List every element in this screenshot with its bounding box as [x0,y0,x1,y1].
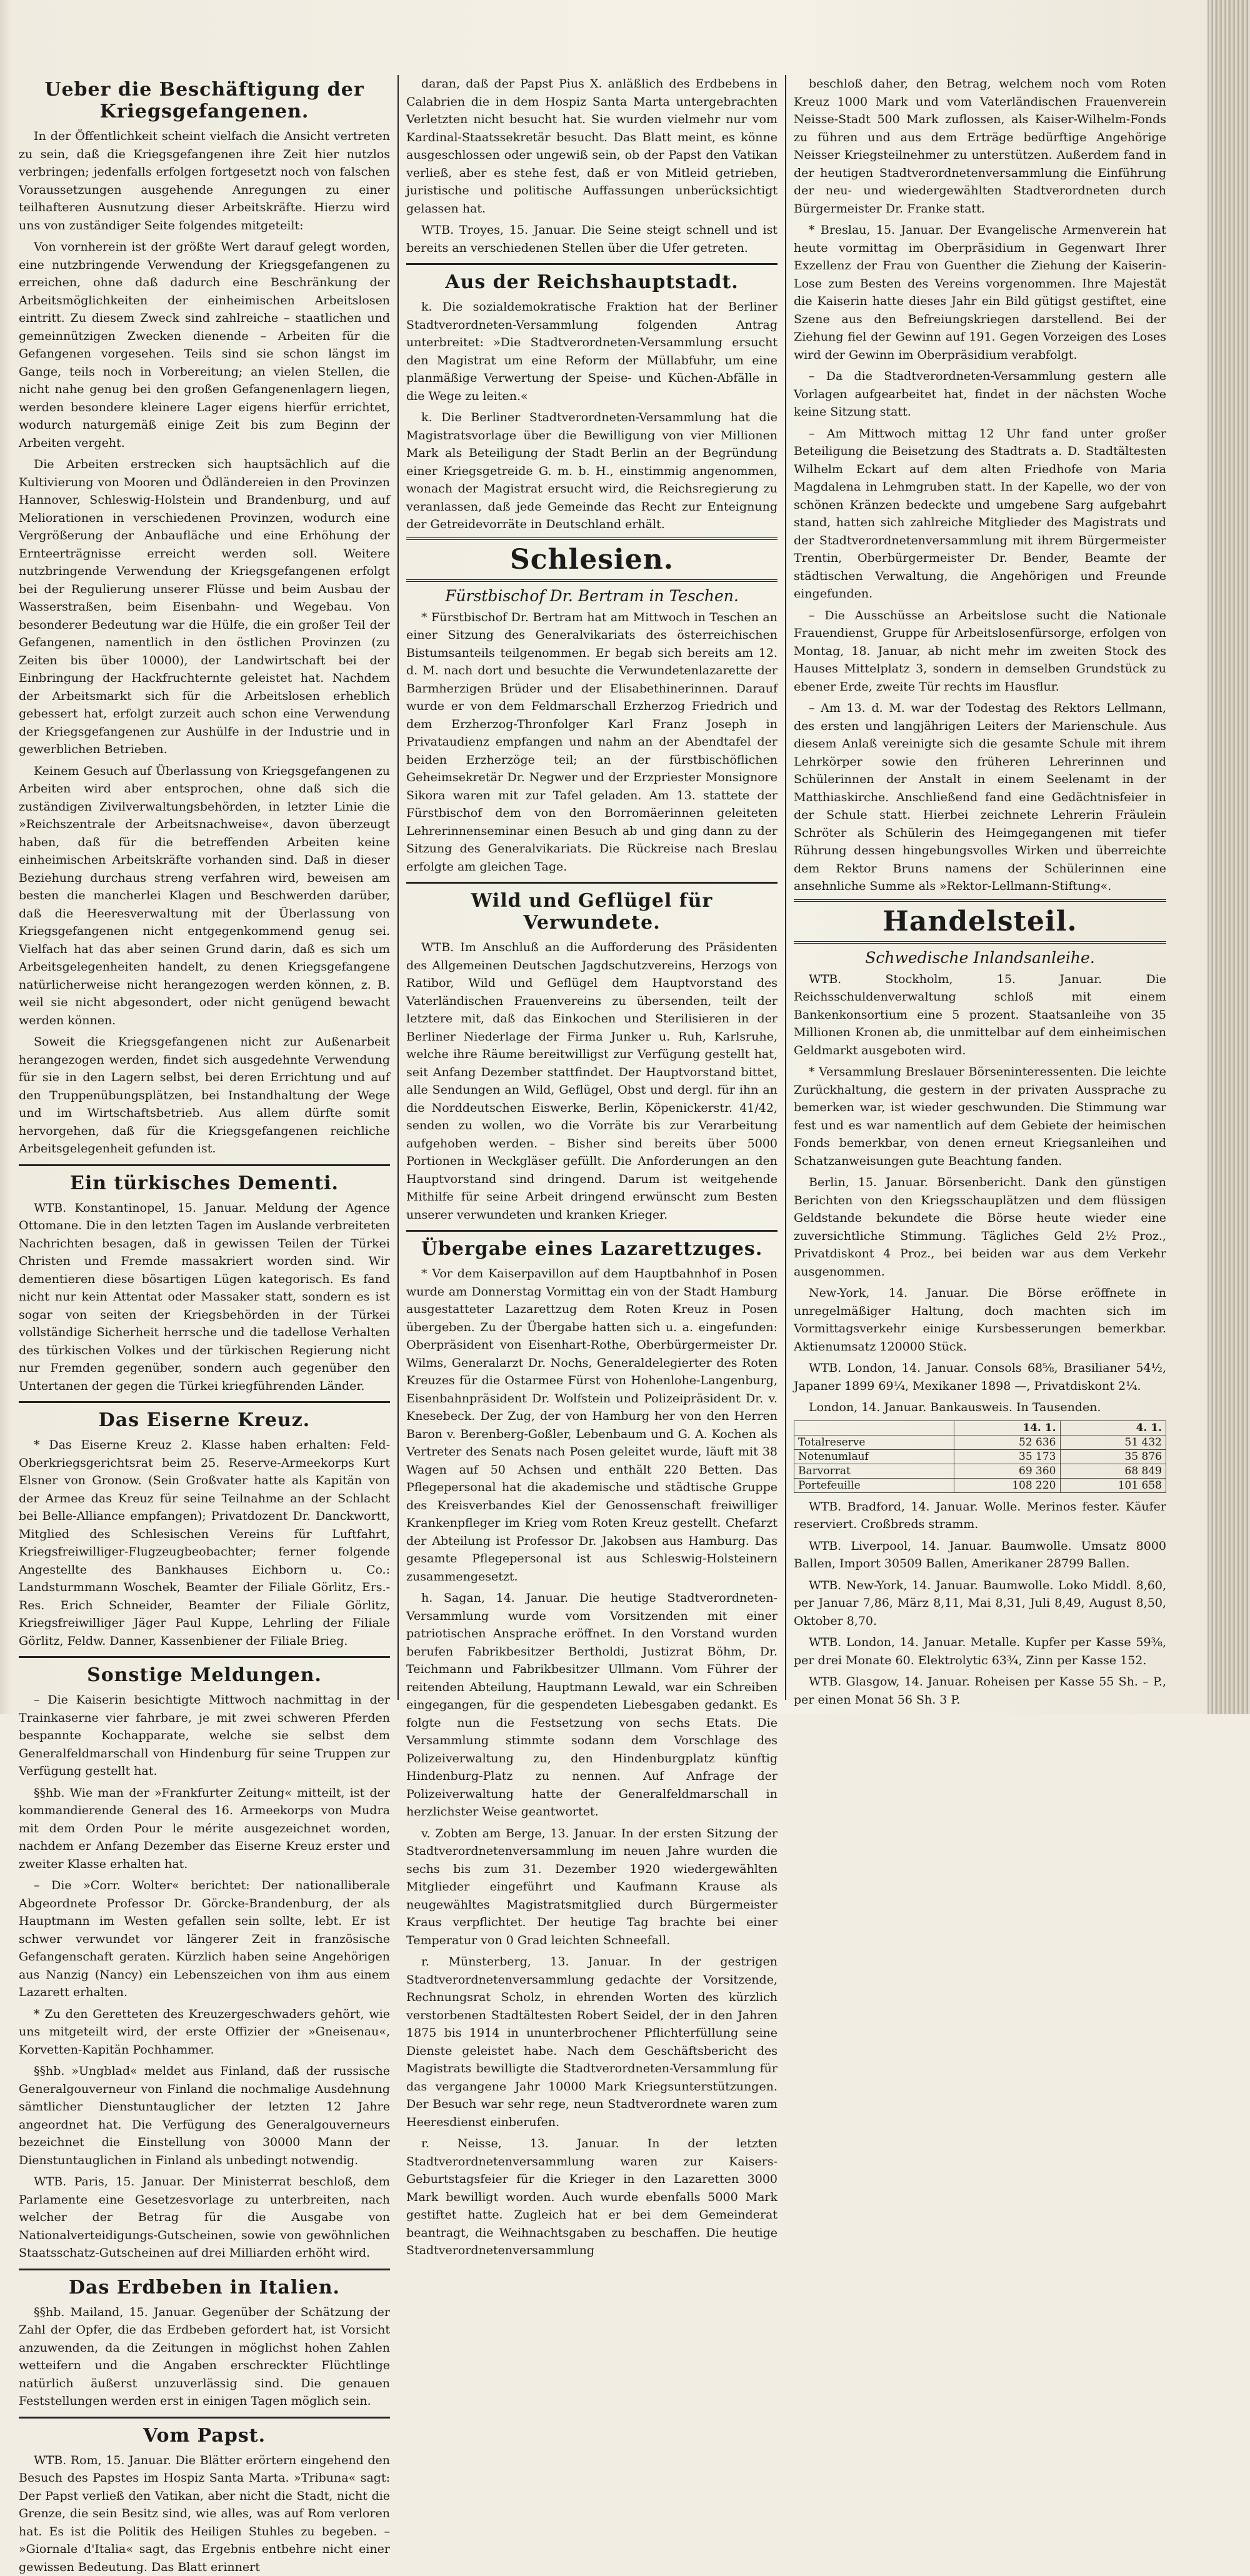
article-paragraph: WTB. Troyes, 15. Januar. Die Seine steigt schnell und ist bereits an verschiedenen Stellen über die Ufer getreten. [406,221,778,257]
table-header-cell [794,1420,954,1435]
article-paragraph: * Versammlung Breslauer Börseninteressenten. Die leichte Zurückhaltung, die gestern in der privaten Aussprache zu bemerken war, ist wieder geschwunden. Die Stimmung war fest und es war namentlich auf dem Gebiete der heimischen Fonds bemerkbar, von denen erneut Kriegsanleihen und Schatzanweisungen gute Beachtung fanden. [794,1063,1166,1170]
article-paragraph: – Die Kaiserin besichtigte Mittwoch nachmittag in der Trainkaserne vier fahrbare, je mit zwei schweren Pferden bespannte Kochapparate, welche sie selbst dem Generalfeldmarschall von Hindenburg für seine Truppen zur Verfügung gestellt hat. [19,1691,390,1780]
article-paragraph: Berlin, 15. Januar. Börsenbericht. Dank den günstigen Berichten von den Kriegsschauplätzen und dem flüssigen Geldstande bekundete die Börse heute wieder eine zuversichtliche Stimmung. Tägliches Geld 2½ Proz., Privatdiskont 4 Proz., bei beiden war aus dem Verkehr ausgenommen. [794,1174,1166,1281]
newspaper-columns [11,75,1199,1700]
table-cell: 52 636 [954,1435,1060,1449]
market-report-paragraph: WTB. Glasgow, 14. Januar. Roheisen per Kasse 55 Sh. – P., per einen Monat 56 Sh. 3 P. [794,1673,1166,1709]
table-header-cell: 4. 1. [1060,1420,1166,1435]
article-headline: Wild und Geflügel für Verwundete. [406,890,778,934]
table-header-row [794,1420,1166,1435]
section-heading: Handelsteil. [794,899,1166,944]
article-paragraph: r. Münsterberg, 13. Januar. In der gestrigen Stadtverordnetenversammlung gedachte der Vorsitzende, Rechnungsrat Scholz, in ehrenden Worten des kürzlich verstorbenen Stadtältesten Robert Seidel, der in den Jahren 1875 bis 1914 in ununterbrochener Pflichterfüllung seine Dienste geleistet habe. Nach dem Geschäftsbericht des Magistrats bewilligte die Stadtverordneten-Versammlung für das vergangene Jahr 10000 Mark Kriegsunterstützungen. Der Besuch war sehr rege, neun Stadtverordnete waren zum Heeresdienst einberufen. [406,1953,778,2131]
market-report-paragraph: WTB. Bradford, 14. Januar. Wolle. Merinos fester. Käufer reserviert. Croßbreds stramm. [794,1498,1166,1534]
article-paragraph: New-York, 14. Januar. Die Börse eröffnete in unregelmäßiger Haltung, doch machten sich im Vormittagsverkehr einige Kursbesserungen bemerkbar. Aktienumsatz 120000 Stück. [794,1284,1166,1355]
table-cell: Totalreserve [794,1435,954,1449]
article-divider [19,2417,390,2419]
column-3 [786,75,1174,1700]
article-headline: Das Eiserne Kreuz. [19,1409,390,1431]
article-divider [406,263,778,265]
article-paragraph: WTB. London, 14. Januar. Consols 68⅝, Brasilianer 54½, Japaner 1899 69¼, Mexikaner 1898 —, Privatdiskont 2¼. [794,1359,1166,1395]
table-cell: Barvorrat [794,1464,954,1478]
table-row [794,1478,1166,1492]
column-1 [11,75,399,1700]
article-paragraph: In der Öffentlichkeit scheint vielfach die Ansicht vertreten zu sein, daß die Kriegsgefangenen ihre Zeit hier nutzlos verbringen; jedenfalls erfolgen fortgesetzt noch von falschen Voraussetzungen ausgehende Anregungen zu einer teilhafteren Ausnutzung dieser Arbeitskräfte. Hierzu wird uns von zuständiger Seite folgendes mitgeteilt: [19,127,390,234]
article-headline: Sonstige Meldungen. [19,1664,390,1686]
article-divider [406,1230,778,1232]
article-paragraph: r. Neisse, 13. Januar. In der letzten Stadtverordnetenversammlung waren zur Kaisers-Geburtstagsfeier für die Krieger in den Lazaretten 3000 Mark bewilligt worden. Auch wurde ebenfalls 5000 Mark gestiftet hatte. Zugleich hat er bei dem Gemeinderat beantragt, die Weihnachtsgaben zu beschaffen. Die heutige Stadtverordnetenversammlung [406,2135,778,2260]
article-subheadline: Fürstbischof Dr. Bertram in Teschen. [406,587,778,605]
article-paragraph: London, 14. Januar. Bankausweis. In Tausenden. [794,1399,1166,1417]
article-headline: Übergabe eines Lazarettzuges. [406,1238,778,1260]
article-divider [19,1656,390,1658]
article-paragraph: * Das Eiserne Kreuz 2. Klasse haben erhalten: Feld-Oberkriegsgerichtsrat beim 25. Reserve-Armeekorps Kurt Elsner von Gronow. (Sein Großvater hatte als Kapitän von der Armee das Kreuz für seine Teilnahme an der Schlacht bei Belle-Alliance empfangen); Privatdozent Dr. Danckwortt, Mitglied des Schlesischen Vereins für Luftfahrt, Kriegsfreiwilliger-Flugzeugbeobachter; ferner folgende Angestellte des Bankhauses Eichborn u. Co.: Landsturmmann Woschek, Beamter der Filiale Görlitz, Ers.-Res. Erich Schneider, Beamter der Filiale Görlitz, Kriegsfreiwilliger Jäger Paul Kuppe, Lehrling der Filiale Görlitz, Feldw. Danner, Kassenbiener der Filiale Brieg. [19,1436,390,1650]
table-cell: Notenumlauf [794,1449,954,1464]
article-paragraph: – Am Mittwoch mittag 12 Uhr fand unter großer Beteiligung die Beisetzung des Stadtrats a. D. Stadtältesten Wilhelm Eckart auf dem alten Friedhofe von Maria Magdalena in Lehmgruben statt. In der Kapelle, wo der von schönen Kränzen bedeckte und umgebene Sarg aufgebahrt stand, hatten sich zahlreiche Mitglieder des Magistrats und der Stadtverordnetenversammlung mit ihrem Bürgermeister Trentin, Oberbürgermeister Dr. Bender, Beamte der städtischen Verwaltung, die Angehörigen und Freunde eingefunden. [794,425,1166,603]
article-paragraph: – Da die Stadtverordneten-Versammlung gestern alle Vorlagen aufgearbeitet hat, findet in der nächsten Woche keine Sitzung statt. [794,367,1166,421]
article-divider [19,2269,390,2270]
article-paragraph: Von vornherein ist der größte Wert darauf gelegt worden, eine nutzbringende Verwendung der Kriegsgefangenen zu erreichen, ohne daß dadurch eine Beschränkung der Arbeitsmöglichkeiten der einheimischen Arbeitslosen eintritt. Zu diesem Zweck sind zahlreiche – staatlichen und gemeinnützigen Zwecken dienende – Arbeiten für die Gefangenen vorgesehen. Teils sind sie schon längst im Gange, teils noch in Vorbereitung; an vielen Stellen, die nicht nahe genug bei den großen Gefangenenlagern liegen, werden besondere kleinere Lager eigens hierfür errichtet, wodurch naturgemäß einige Zeit bis zum Beginn der Arbeiten vergeht. [19,238,390,452]
article-headline: Ein türkisches Dementi. [19,1172,390,1194]
table-cell: 35 173 [954,1449,1060,1464]
article-paragraph: h. Sagan, 14. Januar. Die heutige Stadtverordneten-Versammlung wurde vom Vorsitzenden mit einer patriotischen Ansprache eröffnet. In den Vorstand wurden berufen Fabrikbesitzer Bertholdi, Justizrat Böhm, Dr. Teichmann und Fabrikbesitzer Ullmann. Vom Führer der reitenden Abteilung, Hauptmann Lewald, war ein Schreiben eingegangen, für die gespendeten Liebesgaben gedankt. Es folgte nun die Festsetzung von sechs Etats. Die Versammlung stimmte sodann dem Vorschlage des Polizeiverwaltung zu, den Hindenburgplatz künftig Hindenburg-Platz zu nennen. Auf Anfrage der Polizeiverwaltung hatte der Generalfeldmarschall in herzlichster Weise geantwortet. [406,1589,778,1821]
article-headline: Aus der Reichshauptstadt. [406,271,778,293]
article-paragraph: – Die Ausschüsse an Arbeitslose sucht die Nationale Frauendienst, Gruppe für Arbeitslosenfürsorge, erfolgen von Montag, 18. Januar, ab nicht mehr im zweiten Stock des Hauses Mittelplatz 3, sondern in demselben Grundstück zu ebener Erde, zweite Tür rechts im Hausflur. [794,607,1166,696]
market-report-paragraph: WTB. New-York, 14. Januar. Baumwolle. Loko Middl. 8,60, per Januar 7,86, März 8,11, Mai 8,31, Juli 8,49, August 8,50, Oktober 8,70. [794,1577,1166,1630]
article-paragraph: Keinem Gesuch auf Überlassung von Kriegsgefangenen zu Arbeiten wird aber entsprochen, ohne daß sich die zuständigen Zivilverwaltungsbehörden, in letzter Linie die »Reichszentrale der Arbeitsnachweise«, davon überzeugt haben, daß für die betreffenden Arbeiten keine einheimischen Arbeitskräfte vorhanden sind. Daß in dieser Beziehung durchaus streng verfahren wird, beweisen am besten die mancherlei Klagen und Beschwerden darüber, daß die Heeresverwaltung mit der Überlassung von Kriegsgefangenen nicht entgegenkommend genug sei. Vielfach hat das aber seinen Grund darin, daß es sich um Arbeitsgelegenheiten handelt, zu denen Kriegsgefangene natürlicherweise nicht herangezogen werden können, z. B. weil sie nicht abgesondert, oder nicht genügend bewacht werden können. [19,762,390,1030]
article-divider [406,882,778,884]
article-paragraph: k. Die Berliner Stadtverordneten-Versammlung hat die Magistratsvorlage über die Bewilligung von vier Millionen Mark als Beteiligung der Stadt Berlin an der Begründung einer Kriegsgetreide G. m. b. H., einstimmig angenommen, wonach der Magistrat ersucht wird, die Reichsregierung zu veranlassen, daß jede Gemeinde das Recht zur Enteignung der Getreidevorräte in Deutschland erhält. [406,409,778,534]
table-header-cell: 14. 1. [954,1420,1060,1435]
article-paragraph: Die Arbeiten erstrecken sich hauptsächlich auf die Kultivierung von Mooren und Ödländereien in den Provinzen Hannover, Schleswig-Holstein und Brandenburg, und auf Meliorationen in verschiedenen Provinzen, wodurch eine Vergrößerung der Anbaufläche und eine Erhöhung der Ernteerträgnisse erreicht werden soll. Weitere nutzbringende Verwendung der Kriegsgefangenen erfolgt bei der Regulierung unserer Flüsse und beim Ausbau der Wasserstraßen, beim Eisenbahn- und Wegebau. Von besonderer Bedeutung war die Hülfe, die ein großer Teil der Gefangenen, namentlich in den östlichen Provinzen (zu Zeiten bis über 10000), der Landwirtschaft bei der Einbringung der Hackfruchternte geleistet hat. Nachdem der Arbeitsmarkt sich für die Arbeitslosen erheblich gebessert hat, erfolgt zurzeit auch schon eine Verwendung der Kriegsgefangenen zur Aushülfe in der Industrie und in gewerblichen Betrieben. [19,456,390,759]
table-row [794,1449,1166,1464]
article-paragraph: Soweit die Kriegsgefangenen nicht zur Außenarbeit herangezogen werden, findet sich ausgedehnte Verwendung für sie in den Lagern selbst, bei deren Errichtung und auf den Truppenübungsplätzen, bei Instandhaltung der Wege und im Wirtschaftsbetrieb. Aus allem dürfte somit hervorgehen, daß für die Kriegsgefangenen reichliche Arbeitsgelegenheit gefunden ist. [19,1033,390,1158]
article-headline: Das Erdbeben in Italien. [19,2277,390,2299]
article-paragraph: * Zu den Geretteten des Kreuzergeschwaders gehört, wie uns mitgeteilt wird, der erste Offizier der »Gneisenau«, Korvetten-Kapitän Pochhammer. [19,2005,390,2059]
article-paragraph: v. Zobten am Berge, 13. Januar. In der ersten Sitzung der Stadtverordnetenversammlung im neuen Jahre wurden die sechs bis zum 31. Dezember 1920 wiedergewählten Mitglieder eingeführt und Kaufmann Krause als neugewähltes Magistratsmitglied durch Bürgermeister Kraus verpflichtet. Der heutige Tag brachte bei einer Temperatur von 0 Grad leichten Schneefall. [406,1825,778,1950]
article-paragraph: k. Die sozialdemokratische Fraktion hat der Berliner Stadtverordneten-Versammlung folgenden Antrag unterbreitet: »Die Stadtverordneten-Versammlung ersucht den Magistrat um eine Reform der Müllabfuhr, um eine planmäßige Verwertung der Speise- und Küchen-Abfälle in die Wege zu leiten.« [406,298,778,405]
article-paragraph: §§hb. Mailand, 15. Januar. Gegenüber der Schätzung der Zahl der Opfer, die das Erdbeben gefordert hat, ist Vorsicht anzuwenden, da die Zeitungen in möglichst hohen Zahlen wetteifern und die Angaben erschreckter Flüchtlinge natürlich äußerst unzuverlässig sind. Die genauen Feststellungen werden erst in einigen Tagen möglich sein. [19,2304,390,2410]
article-paragraph: – Am 13. d. M. war der Todestag des Rektors Lellmann, des ersten und langjährigen Leiters der Marienschule. Aus diesem Anlaß vereinigte sich die gesamte Schule mit ihrem Lehrkörper sowie den früheren Lehrerinnen und Schülerinnen der Anstalt in einem Seelenamt in der Matthiaskirche. Anschließend fand eine Gedächtnisfeier in der Schule statt. Hierbei zeichnete Lehrerin Fräulein Schröter als Schülerin des Heimgegangenen mit tiefer Rührung dessen hingebungsvolles Wirken und überreichte dem Rektor Bruns namens der Schülerinnen eine ansehnliche Summe als »Rektor-Lellmann-Stiftung«. [794,699,1166,896]
article-paragraph: WTB. Paris, 15. Januar. Der Ministerrat beschloß, dem Parlamente eine Gesetzesvorlage zu unterbreiten, nach welcher der Betrag für die Ausgabe von Nationalverteidigungs-Gutscheinen, sowie von gewöhnlichen Staatsschatz-Gutscheinen auf drei Milliarden erhöht wird. [19,2173,390,2262]
table-cell: 35 876 [1060,1449,1166,1464]
article-paragraph: – Die »Corr. Wolter« berichtet: Der nationalliberale Abgeordnete Professor Dr. Görcke-Brandenburg, der als Hauptmann im Westen gefallen sein sollte, lebt. Er ist schwer verwundet vor längerer Zeit in französische Gefangenschaft geraten. Kürzlich haben seine Angehörigen aus Nanzig (Nancy) ein Lebenszeichen von ihm aus einem Lazarett erhalten. [19,1877,390,2002]
article-paragraph: WTB. Stockholm, 15. Januar. Die Reichsschuldenverwaltung schloß mit einem Bankenkonsortium eine 5 prozent. Staatsanleihe von 35 Millionen Kronen ab, die unmittelbar auf dem einheimischen Geldmarkt ausgeboten wird. [794,971,1166,1060]
article-paragraph: daran, daß der Papst Pius X. anläßlich des Erdbebens in Calabrien die in dem Hospiz Santa Marta untergebrachten Verletzten nicht besucht hat. Sie wurden vielmehr nur vom Kardinal-Staatssekretär besucht. Das Blatt meint, es könne ausgeschlossen oder ungewiß sein, ob der Papst den Vatikan verließ, aber es stehe fest, daß er von Mitleid getrieben, juristische und politische Auffassungen unberücksichtigt gelassen hat. [406,75,778,217]
article-paragraph: §§hb. »Ungblad« meldet aus Finland, daß der russische Generalgouverneur von Finland die nochmalige Ausdehnung sämtlicher Dienstuntauglicher der letzten 12 Jahre angeordnet hat. Die Verfügung des Generalgouverneurs bezeichnet die Einstellung von 30000 Mann der Dienstuntauglichen in Finland als unbedingt notwendig. [19,2062,390,2169]
article-paragraph: * Fürstbischof Dr. Bertram hat am Mittwoch in Teschen an einer Sitzung des Generalvikariats des österreichischen Bistumsanteils teilgenommen. Er begab sich bereits am 12. d. M. nach dort und besuchte die Verwundetenlazarette der Barmherzigen Brüder und der Elisabethinerinnen. Darauf wurde er von dem Feldmarschall Erzherzog Friedrich und dem Erzherzog-Thronfolger Karl Franz Joseph in Privataudienz empfangen und nahm an der Abendtafel der beiden Erzherzöge teil; an der fürstbischöflichen Geheimsekretär Dr. Negwer und der Erzpriester Monsignore Sikora waren mit zur Tafel geladen. Am 13. stattete der Fürstbischof dem von den Borromäerinnen geleiteten Lehrerinnenseminar einen Besuch ab und ging dann zu der Sitzung des Generalvikariats. Die Rückreise nach Breslau erfolgte am gleichen Tage. [406,609,778,876]
article-paragraph: * Breslau, 15. Januar. Der Evangelische Armenverein hat heute vormittag im Oberpräsidium in Gegenwart Ihrer Exzellenz der Frau von Guenther die Ziehung der Kaiserin-Lose zum Besten des Vereins vorgenommen. Ihre Majestät die Kaiserin hatte dieses Jahr ein Bild gütigst gestiftet, eine Szene aus den Befreiungskriegen darstellend. Bei der Ziehung fiel der Gewinn auf 191. Gegen Vorzeigen des Loses wird der Gewinn im Oberpräsidium verabfolgt. [794,221,1166,364]
table-cell: 101 658 [1060,1478,1166,1492]
article-headline: Vom Papst. [19,2425,390,2447]
table-row [794,1435,1166,1449]
bank-statement-table [794,1420,1166,1493]
table-cell: Portefeuille [794,1478,954,1492]
article-subheadline: Schwedische Inlandsanleihe. [794,949,1166,967]
article-headline: Ueber die Beschäftigung der Kriegsgefangenen. [19,79,390,122]
article-paragraph: §§hb. Wie man der »Frankfurter Zeitung« mitteilt, ist der kommandierende General des 16. Armeekorps von Mudra mit dem Orden Pour le mérite ausgezeichnet worden, nachdem er Anfang Dezember das Eiserne Kreuz erster und zweiter Klasse erhalten hat. [19,1784,390,1874]
section-heading: Schlesien. [406,537,778,582]
article-paragraph: WTB. Rom, 15. Januar. Die Blätter erörtern eingehend den Besuch des Papstes im Hospiz Santa Marta. »Tribuna« sagt: Der Papst verließ den Vatikan, aber nicht die Stadt, nicht die Grenze, die sein Besitz sind, wie alles, was auf Rom verloren hat. Es ist die Politik des Heiligen Stuhles zu begeben. – »Giornale d'Italia« sagt, das Ergebnis entbehre nicht einer gewissen Bedeutung. Das Blatt erinnert [19,2452,390,2576]
article-paragraph: beschloß daher, den Betrag, welchem noch vom Roten Kreuz 1000 Mark und vom Vaterländischen Frauenverein Neisse-Stadt 500 Mark zuflossen, als Kaiser-Wilhelm-Fonds zu führen und aus dem Erträge bedürftige Angehörige Neisser Kriegsteilnehmer zu unterstützen. Außerdem fand in der heutigen Stadtverordnetenversammlung die Einführung der neu- und wiedergewählten Stadtverordneten durch Bürgermeister Dr. Franke statt. [794,75,1166,217]
book-page-edge [1208,0,1250,1714]
article-paragraph: * Vor dem Kaiserpavillon auf dem Hauptbahnhof in Posen wurde am Donnerstag Vormittag ein von der Stadt Hamburg ausgestatteter Lazarettzug dem Roten Kreuz in Posen übergeben. Zu der Übergabe hatten sich u. a. eingefunden: Oberpräsident von Eisenhart-Rothe, Oberbürgermeister Dr. Wilms, Generalarzt Dr. Nochs, Generaldelegierter des Roten Kreuzes für die Ostarmee Fürst von Hohenlohe-Langenburg, Eisenbahnpräsident Dr. Wolfstein und Polizeipräsident Dr. v. Knesebeck. Der Zug, der von Hamburg her von den Herren Baron v. Berenberg-Goßler, Lebenbaum und G. A. Kochen als Vertreter des Senats nach Posen geleitet wurde, läuft mit 38 Wagen auf 50 Achsen und enthält 220 Betten. Das Pflegepersonal hat die akademische und städtische Gruppe des Kreisverbandes Kiel der Genossenschaft freiwilliger Krankenpfleger im Krieg vom Roten Kreuz gestellt. Chefarzt der Abteilung ist Professor Dr. Jakobsen aus Hamburg. Das gesamte Pflegepersonal ist aus Schleswig-Holsteinern zusammengesetzt. [406,1265,778,1585]
table-cell: 69 360 [954,1464,1060,1478]
table-cell: 108 220 [954,1478,1060,1492]
market-report-paragraph: WTB. Liverpool, 14. Januar. Baumwolle. Umsatz 8000 Ballen, Import 30509 Ballen, Amerikaner 28799 Ballen. [794,1537,1166,1573]
article-divider [19,1164,390,1166]
market-report-paragraph: WTB. London, 14. Januar. Metalle. Kupfer per Kasse 59⅜, per drei Monate 60. Elektrolytic 63¾, Zinn per Kasse 152. [794,1634,1166,1669]
table-cell: 51 432 [1060,1435,1166,1449]
article-divider [19,1401,390,1403]
article-paragraph: WTB. Im Anschluß an die Aufforderung des Präsidenten des Allgemeinen Deutschen Jagdschutzvereins, Herzogs von Ratibor, Wild und Geflügel dem Hauptvorstand des Vaterländischen Frauenvereins zu übersenden, teilt der letztere mit, daß das Einkochen und Sterilisieren in der Berliner Niederlage der Firma Junker u. Ruh, Karlsruhe, welche ihre Räume bereitwilligst zur Verfügung gestellt hat, seit Anfang Dezember stattfindet. Der Hauptvorstand bittet, alle Sendungen an Wild, Geflügel, Obst und dergl. für ihn an die Norddeutschen Eiswerke, Berlin, Köpenickerstr. 41/42, senden zu wollen, wo die Vorräte bis zur Verarbeitung aufgehoben werden. – Bisher sind bereits über 5000 Portionen in Weckgläser gefüllt. Die Anforderungen an den Hauptvorstand sind dringend. Darum ist weitgehende Mithilfe für seine Arbeit dringend erwünscht zum Besten unserer verwundeten und kranken Krieger. [406,939,778,1224]
table-row [794,1464,1166,1478]
column-2 [399,75,786,1700]
article-paragraph: WTB. Konstantinopel, 15. Januar. Meldung der Agence Ottomane. Die in den letzten Tagen im Auslande verbreiteten Nachrichten besagen, daß in gewissen Teilen der Türkei Christen und Fremde massakriert worden sind. Wir dementieren diese bösartigen Lügen kategorisch. Es fand nicht nur kein Attentat oder Massaker statt, sondern es ist sogar von seiten der Kriegsbehörden in der Türkei vollständige Sicherheit herrsche und die tadellose Verhalten des türkischen Volkes und der türkischen Regierung nicht nur Fremden gegenüber, sondern auch gegenüber den Untertanen der gegen die Türkei kriegführenden Länder. [19,1199,390,1395]
table-cell: 68 849 [1060,1464,1166,1478]
